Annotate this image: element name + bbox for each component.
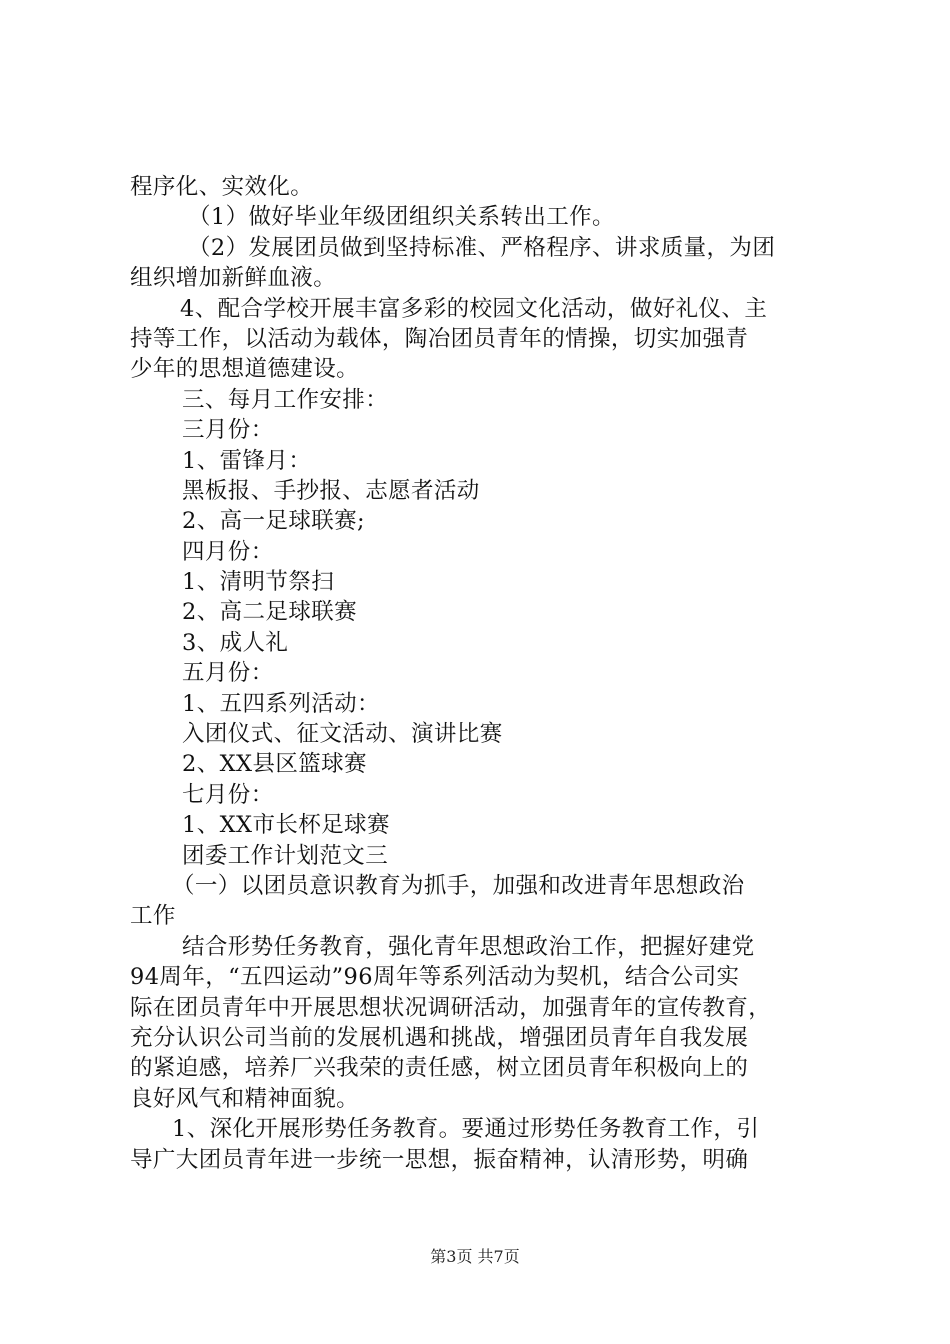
text-line: 四月份：: [182, 538, 274, 565]
text-line: 1、深化开展形势任务教育。要通过形势任务教育工作，引: [172, 1116, 760, 1143]
text-line: 1、XX市长杯足球赛: [182, 812, 390, 839]
text-line: 入团仪式、征文活动、演讲比赛: [182, 721, 503, 748]
text-line: （一）以团员意识教育为抓手，加强和改进青年思想政治: [172, 872, 745, 899]
text-line: 充分认识公司当前的发展机遇和挑战，增强团员青年自我发展: [130, 1024, 749, 1051]
page-number-footer: 第3页 共7页: [430, 1247, 520, 1266]
text-line: 程序化、实效化。: [130, 174, 314, 200]
text-line: 三、每月工作安排：: [182, 386, 389, 413]
text-line: 4、配合学校开展丰富多彩的校园文化活动，做好礼仪、主: [180, 295, 768, 322]
text-line: 结合形势任务教育，强化青年思想政治工作，把握好建党: [182, 933, 755, 960]
text-line: 94周年，“五四运动”96周年等系列活动为契机，结合公司实: [130, 964, 740, 991]
text-line: 持等工作，以活动为载体，陶冶团员青年的情操，切实加强青: [130, 325, 749, 352]
text-line: 良好风气和精神面貌。: [130, 1085, 360, 1112]
text-line: 2、高二足球联赛: [182, 599, 358, 626]
text-line: 1、雷锋月：: [182, 447, 312, 474]
text-line: （2）发展团员做到坚持标准、严格程序、讲求质量，为团: [188, 234, 776, 261]
text-line: 七月份：: [182, 781, 274, 808]
text-line: 的紧迫感，培养厂兴我荣的责任感，树立团员青年积极向上的: [130, 1055, 749, 1082]
text-line: （1）做好毕业年级团组织关系转出工作。: [188, 204, 615, 231]
text-line: 团委工作计划范文三: [182, 842, 389, 869]
text-line: 导广大团员青年进一步统一思想，振奋精神，认清形势，明确: [130, 1146, 749, 1173]
text-line: 3、成人礼: [182, 629, 289, 656]
text-line: 1、五四系列活动：: [182, 690, 380, 717]
text-line: 际在团员青年中开展思想状况调研活动，加强青年的宣传教育，: [130, 994, 772, 1021]
text-line: 2、高一足球联赛;: [182, 508, 365, 535]
text-line: 工作: [130, 903, 176, 930]
document-body: [130, 172, 830, 1175]
text-line: 2、XX县区篮球赛: [182, 751, 367, 778]
text-line: 组织增加新鲜血液。: [130, 265, 337, 292]
text-line: 1、清明节祭扫: [182, 569, 335, 596]
text-line: 三月份：: [182, 417, 274, 444]
text-line: 五月份：: [182, 660, 274, 687]
text-line: 黑板报、手抄报、志愿者活动: [182, 477, 480, 504]
text-line: 少年的思想道德建设。: [130, 356, 360, 383]
